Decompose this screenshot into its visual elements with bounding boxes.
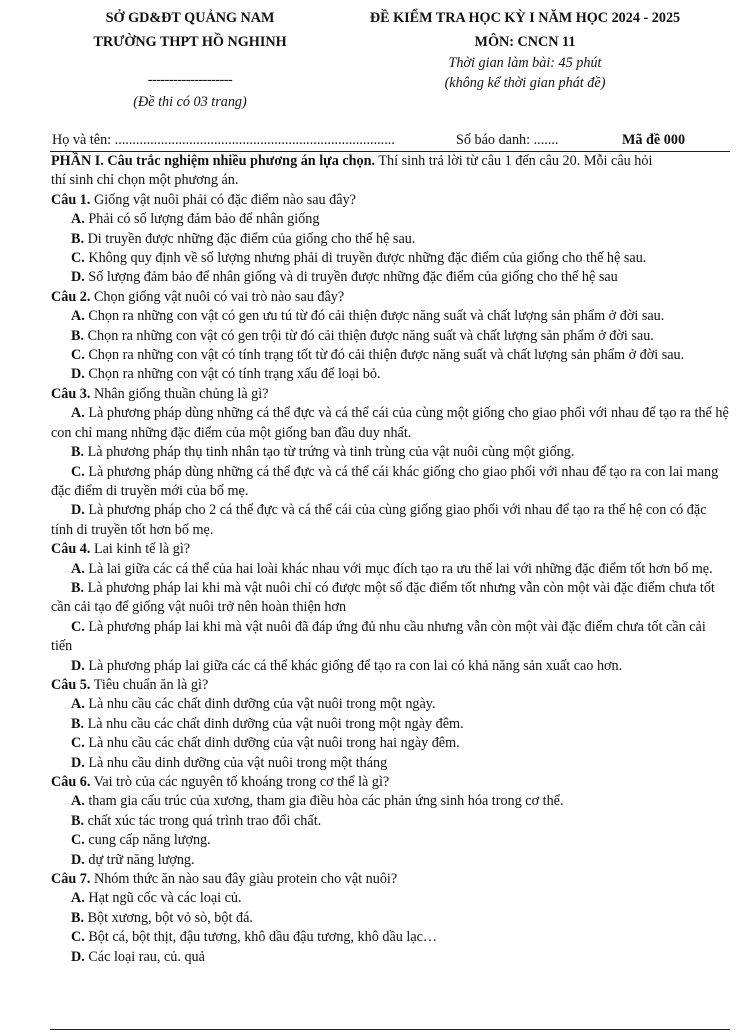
option-text: Chọn ra những con vật có gen trội từ đó cải thiện được năng suất và chất lượng sản phẩm ở đời sau. [84,327,654,344]
option-text: Chọn ra những con vật có tính trạng tốt từ đó cải thiện được năng suất và chất lượng sản phẩm ở đời sau. [84,347,685,364]
option-text: cung cấp năng lượng. [84,832,211,849]
option-key: B. [71,230,85,247]
question-label: Câu 6. [51,774,91,790]
part1-heading-line [51,152,729,171]
question-3-option-c [51,463,729,502]
question-6-option-d [51,851,729,870]
question-7-option-b [51,909,729,928]
exam-code: Mã đề 000 [622,132,686,148]
option-key: B. [71,715,85,732]
option-key: C. [71,250,85,267]
option-key: B. [71,579,85,596]
option-key: C. [71,929,85,946]
question-5-option-d [51,754,729,773]
exam-title: ĐỀ KIỂM TRA HỌC KỲ I NĂM HỌC 2024 - 2025 [369,10,681,26]
question-list [51,191,729,967]
option-key: A. [71,211,85,228]
question-text: Nhân giống thuần chủng là gì? [90,385,269,402]
question-2-option-d [51,365,729,384]
option-text: Là nhu cầu dinh dưỡng của vật nuôi trong một tháng [84,754,388,771]
question-1-option-b [51,230,729,249]
option-key: A. [71,560,85,577]
subject-title: MÔN: CNCN 11 [474,34,576,50]
option-text: Chọn ra những con vật có gen ưu tú từ đó cải thiện được năng suất và chất lượng sản phẩm ở đời sau. [84,308,665,325]
question-4-option-b [51,579,729,618]
option-key: A. [71,793,85,810]
option-key: C. [71,735,85,752]
question-label: Câu 3. [51,385,91,402]
bottom-divider [50,1029,730,1030]
option-key: C. [71,463,85,480]
question-label: Câu 7. [51,871,91,888]
option-text: Là nhu cầu các chất dinh dưỡng của vật nuôi trong một ngày đêm. [84,715,464,732]
question-text: Giống vật nuôi phải có đặc điểm nào sau đây? [90,191,356,208]
duration-note: (không kể thời gian phát đề) [444,75,606,91]
option-text: tham gia cấu trúc của xương, tham gia điều hòa các phản ứng sinh hóa trong cơ thể. [84,793,564,810]
option-text: Là phương pháp lai khi mà vật nuôi đã đáp ứng đủ nhu cầu nhưng vẫn còn một vài đặc điểm chưa tốt cần cải tiến [51,618,706,655]
question-label: Câu 1. [51,191,91,208]
question-label: Câu 2. [51,288,91,305]
question-1 [51,191,729,210]
question-7 [51,870,729,889]
option-key: B. [71,327,85,344]
option-key: A. [71,308,85,325]
question-text: Tiêu chuẩn ăn là gì? [90,676,209,693]
option-text: Không quy định về số lượng nhưng phải di truyền được những đặc điểm của giống cho thế hệ sau. [84,250,647,267]
option-text: Là phương pháp dùng những cá thể đực và cá thể cái của cùng một giống cho giao phối với nhau để tạo ra thế hệ con chỉ mang những đặc điểm của một giống ban đầu duy nhất. [51,405,729,441]
option-key: D. [71,502,85,519]
question-1-option-d [51,268,729,287]
question-text: Vai trò của các nguyên tố khoáng trong cơ thể là gì? [90,774,390,790]
option-text: Chọn ra những con vật có tính trạng xấu để loại bỏ. [84,366,381,383]
question-7-option-d [51,948,729,967]
question-3-option-a [51,404,729,443]
option-text: Là phương pháp dùng những cá thể đực và cá thể cái khác giống cho giao phối với nhau để tạo ra con lai mang đặc điểm di truyền mới của bố mẹ. [51,463,719,499]
question-label: Câu 4. [51,541,91,558]
question-4-option-d [51,657,729,676]
question-6-option-c [51,831,729,850]
option-text: Hạt ngũ cốc và các loại củ. [84,890,242,907]
question-6 [51,773,729,792]
option-key: D. [71,366,85,383]
option-key: D. [71,754,85,771]
option-text: Là nhu cầu các chất dinh dưỡng của vật nuôi trong một ngày. [84,696,436,713]
option-text: Là lai giữa các cá thể của hai loài khác nhau với mục đích tạo ra ưu thế lai với những đặc điểm tốt hơn bố mẹ. [84,560,713,577]
part1-heading: PHẦN I. Câu trắc nghiệm nhiều phương án lựa chọn. [51,153,376,169]
question-4 [51,540,729,559]
question-text: Nhóm thức ăn nào sau đây giàu protein cho vật nuôi? [90,871,398,888]
question-5-option-a [51,695,729,714]
option-text: Là phương pháp lai khi mà vật nuôi chỉ có được một số đặc điểm tốt nhưng vẫn còn một vài đặc điểm chưa tốt cần cải tạo để giống vật nuôi trở nên hoàn thiện hơn [51,579,715,616]
question-text: Lai kinh tế là gì? [90,541,191,558]
option-text: Bột cá, bột thịt, đậu tương, khô dầu đậu tương, khô dầu lạc… [84,929,438,946]
option-text: Các loại rau, củ. quả [84,948,205,965]
question-3 [51,385,729,404]
question-4-option-a [51,560,729,579]
header-divider-dashes: -------------------- [147,72,233,88]
question-text: Chọn giống vật nuôi có vai trò nào sau đây? [90,288,345,305]
question-label: Câu 5. [51,676,91,693]
option-text: dự trữ năng lượng. [84,851,195,868]
question-4-option-c [51,618,729,657]
question-2-option-c [51,346,729,365]
option-text: Là phương pháp thụ tinh nhân tạo từ trứng và tinh trùng của vật nuôi cùng một giống. [84,444,575,461]
option-key: A. [71,696,85,713]
question-3-option-d [51,501,729,540]
option-key: B. [71,909,85,926]
question-5-option-b [51,715,729,734]
student-id-field: Số báo danh: ....... [456,132,559,148]
question-7-option-c [51,928,729,947]
question-3-option-b [51,443,729,462]
pages-note: (Đề thi có 03 trang) [133,94,247,110]
option-key: C. [71,618,85,635]
exam-body [51,152,729,967]
part1-instruction: Thí sinh trả lời từ câu 1 đến câu 20. Mỗi câu hỏi [375,153,653,169]
option-key: D. [71,851,85,868]
option-text: Bột xương, bột vỏ sò, bột đá. [84,909,253,926]
option-key: C. [71,347,85,364]
option-key: D. [71,657,85,674]
question-7-option-a [51,889,729,908]
question-5-option-c [51,734,729,753]
option-text: Số lượng đảm bảo để nhân giống và di truyền được những đặc điểm của giống cho thế hệ sau [84,269,618,286]
school-name: TRƯỜNG THPT HỒ NGHINH [93,34,287,50]
question-2-option-b [51,327,729,346]
option-key: D. [71,948,85,965]
question-6-option-a [51,792,729,811]
option-text: chất xúc tác trong quá trình trao đổi chất. [84,812,322,829]
option-text: Di truyền được những đặc điểm của giống cho thế hệ sau. [84,230,416,247]
part1-instruction-cont: thí sinh chỉ chọn một phương án. [51,172,239,189]
option-key: A. [71,890,85,907]
department-name: SỞ GD&ĐT QUẢNG NAM [105,10,275,26]
question-6-option-b [51,812,729,831]
option-key: A. [71,405,85,422]
question-1-option-c [51,249,729,268]
option-key: B. [71,812,85,829]
option-text: Là phương pháp cho 2 cá thể đực và cá thể cái của cùng giống giao phối với nhau để tạo ra thế hệ con có đặc tính di truyền tốt hơn bố mẹ. [51,502,707,538]
student-info-bar [52,132,730,152]
question-1-option-a [51,210,729,229]
option-key: D. [71,269,85,286]
question-2-option-a [51,307,729,326]
option-text: Phải có số lượng đảm bảo để nhân giống [84,211,320,228]
question-2 [51,288,729,307]
duration: Thời gian làm bài: 45 phút [448,55,602,71]
student-name-field: Họ và tên: ............................................................................... [52,132,395,148]
option-text: Là phương pháp lai giữa các cá thể khác giống để tạo ra con lai có khả năng sản xuất cao hơn. [84,657,623,674]
option-key: B. [71,444,85,461]
question-5 [51,676,729,695]
option-key: C. [71,832,85,849]
option-text: Là nhu cầu các chất dinh dưỡng của vật nuôi trong hai ngày đêm. [84,735,460,752]
